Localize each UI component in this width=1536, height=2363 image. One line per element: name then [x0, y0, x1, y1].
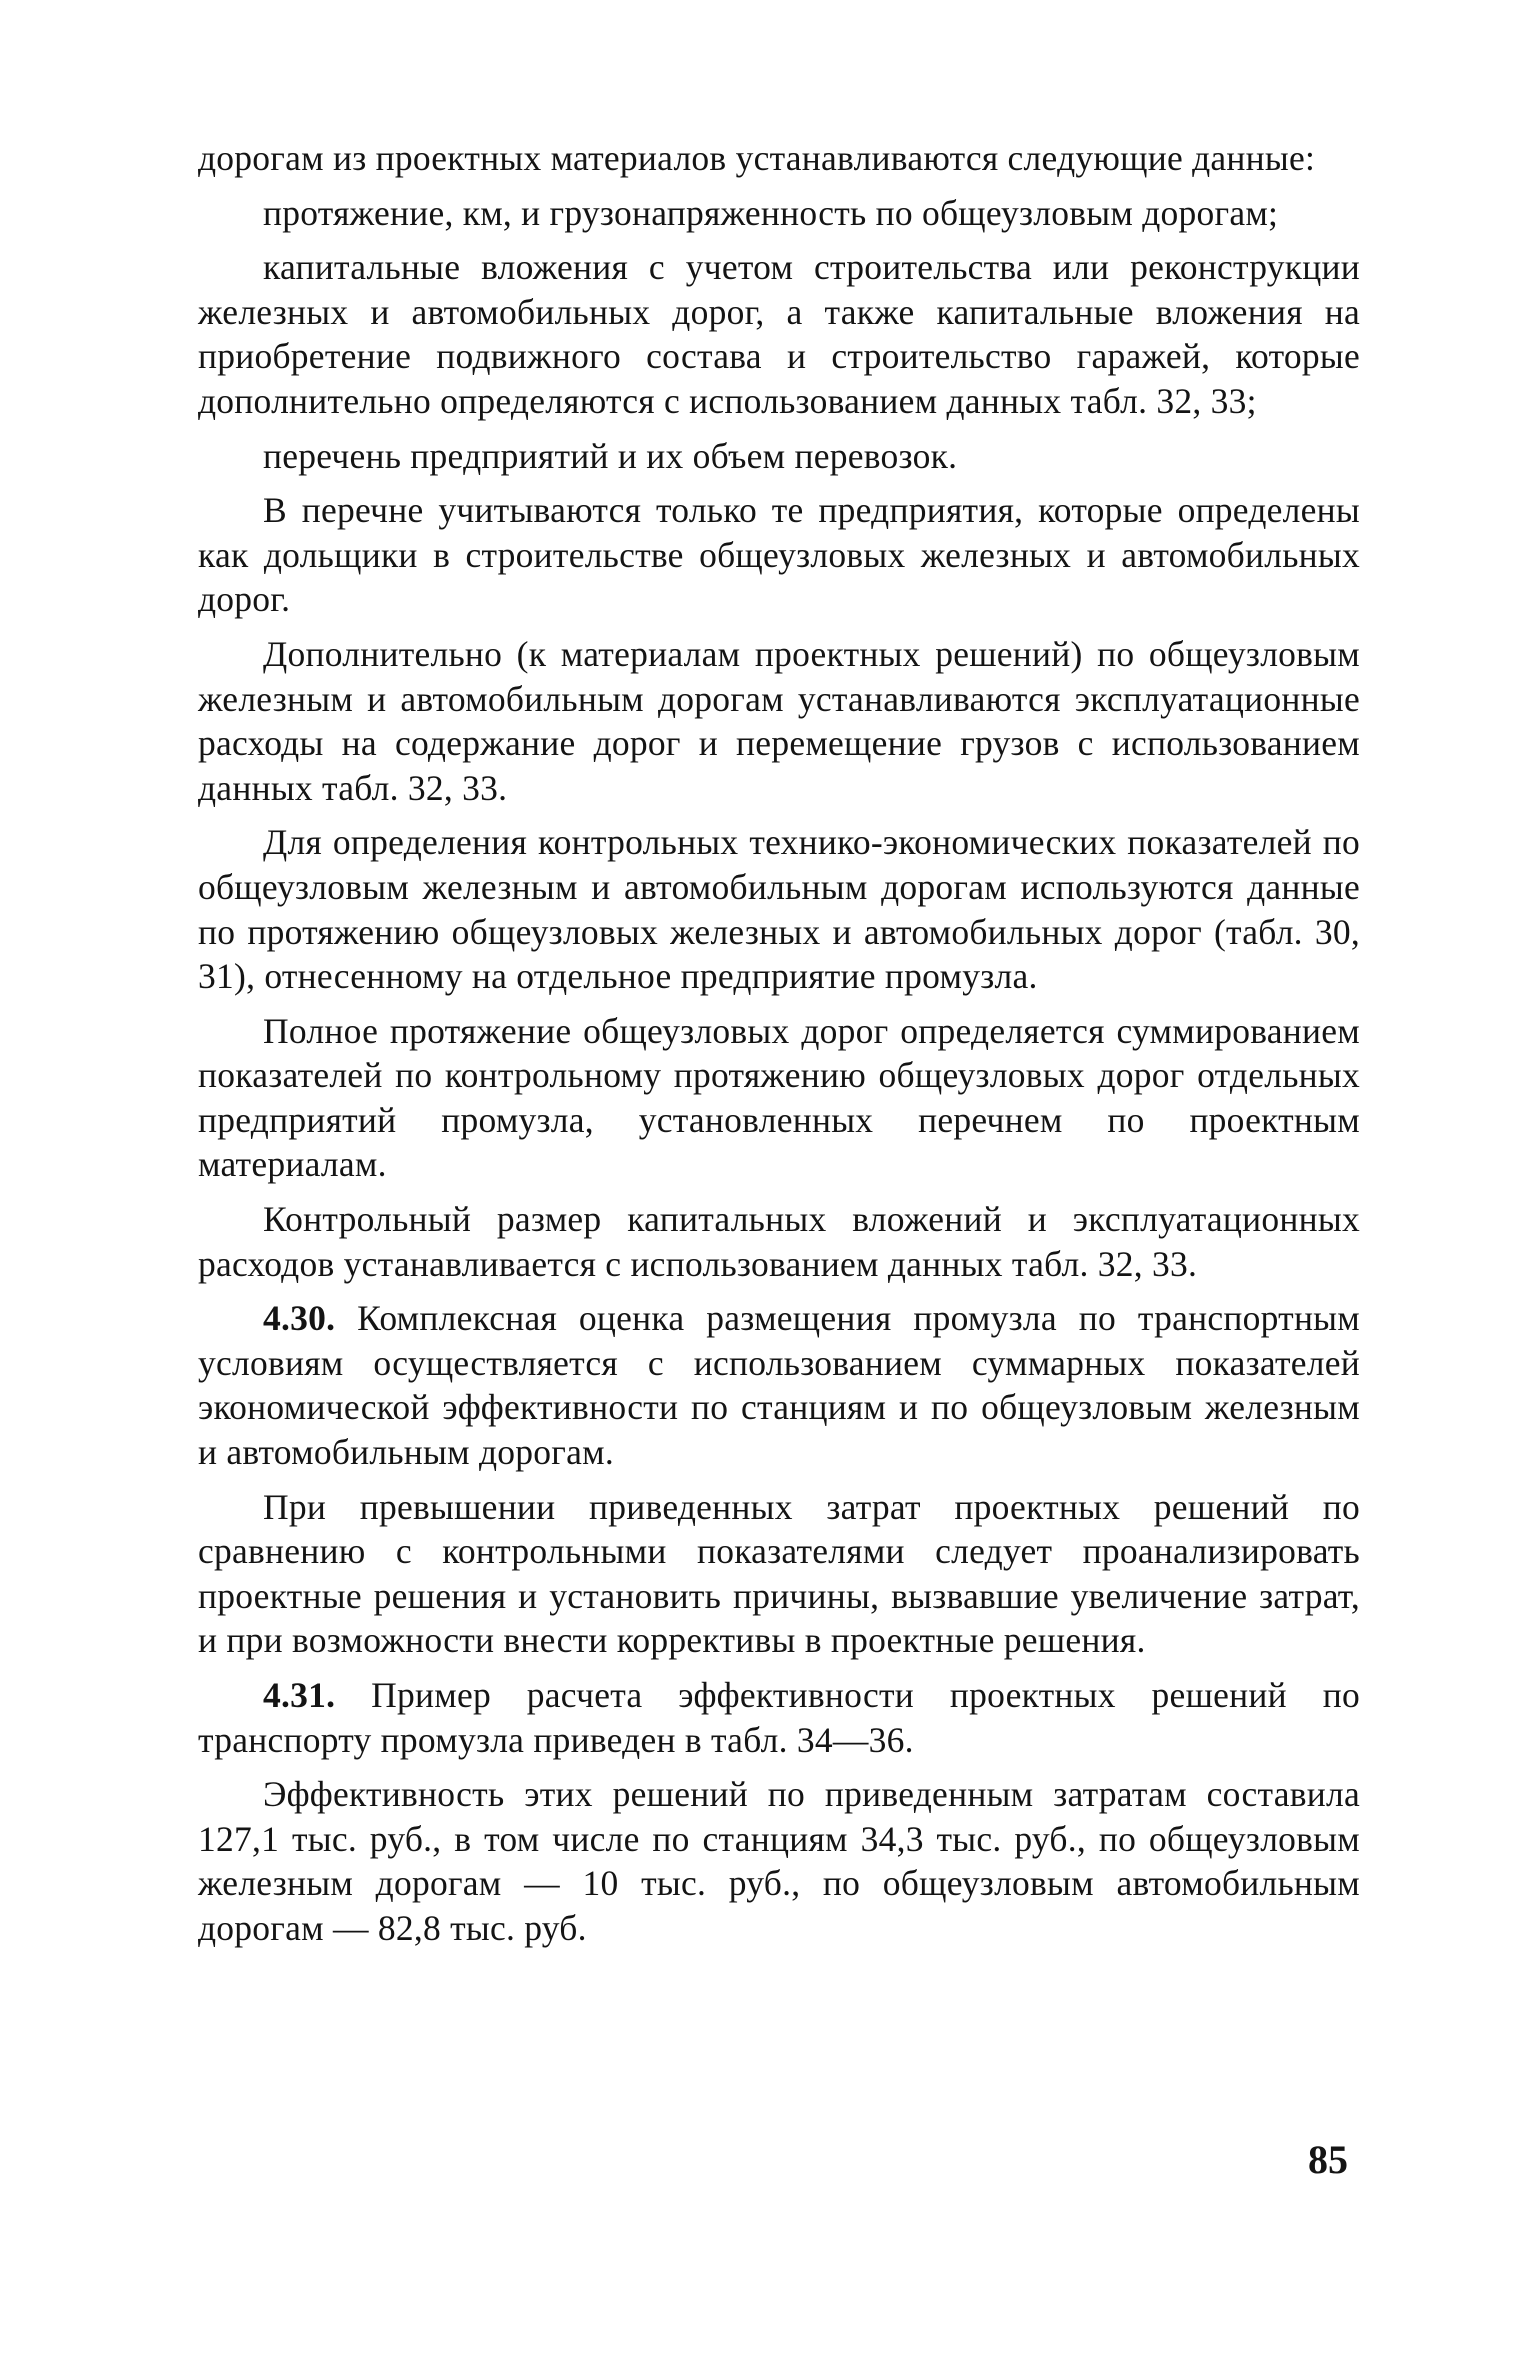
paragraph-11: При превышении приведенных затрат проектных решений по сравнению с контрольными показателями следует проанализировать проектные решения и установить причины, вызвавшие увеличение затрат, и при возможности внести коррективы в проектные решения. — [198, 1486, 1360, 1661]
section-number-4-30: 4.30. — [263, 1298, 336, 1339]
page-body — [198, 136, 1360, 1951]
paragraph-section-4-30 — [198, 1296, 1360, 1474]
paragraph-section-4-31 — [198, 1673, 1360, 1762]
paragraph-1: дорогам из проектных материалов устанавливаются следующие данные: — [198, 138, 1316, 178]
paragraph-9: Контрольный размер капитальных вложений и эксплуатационных расходов устанавливается с использованием данных табл. 32, 33. — [198, 1199, 1360, 1284]
page-number: 85 — [1308, 2137, 1348, 2182]
paragraph-3: капитальные вложения с учетом строительства или реконструкции железных и автомобильных дорог, а также капитальные вложения на приобретение подвижного состава и строительство гаражей, которые дополнительно определяются с использованием данных табл. 32, 33; — [198, 247, 1360, 421]
paragraph-13: Эффективность этих решений по приведенным затратам составила 127,1 тыс. руб., в том числе по станциям 34,3 тыс. руб., по общеузловым железным дорогам — 10 тыс. руб., по общеузловым автомобильным дорогам — 82,8 тыс. руб. — [198, 1774, 1360, 1948]
paragraph-4: перечень предприятий и их объем перевозок. — [263, 435, 958, 476]
paragraph-7: Для определения контрольных технико-экономических показателей по общеузловым железным и автомобильным дорогам используются данные по протяжению общеузловых железных и автомобильных дорог (табл. 30, 31), отнесенному на отдельное предприятие промузла. — [198, 822, 1360, 997]
section-text-4-30: Комплексная оценка размещения промузла по транспортным условиям осуществляется с использованием суммарных показателей экономической эффективности по станциям и по общеузловым железным и автомобильным дорогам. — [198, 1298, 1361, 1473]
paragraph-2: протяжение, км, и грузонапряженность по общеузловым дорогам; — [263, 192, 1279, 233]
section-text-4-31: Пример расчета эффективности проектных решений по транспорту промузла приведен в табл. 34—36. — [198, 1675, 1360, 1760]
paragraph-6: Дополнительно (к материалам проектных решений) по общеузловым железным и автомобильным дорогам устанавливаются эксплуатационные расходы на содержание дорог и перемещение грузов с использованием данных табл. 32, 33. — [198, 633, 1360, 808]
paragraph-8: Полное протяжение общеузловых дорог определяется суммированием показателей по контрольному протяжению общеузловых дорог отдельных предприятий промузла, установленных перечнем по проектным материалам. — [198, 1010, 1360, 1185]
paragraph-5: В перечне учитываются только те предприятия, которые определены как дольщики в строительстве общеузловых железных и автомобильных дорог. — [198, 490, 1360, 620]
section-number-4-31: 4.31. — [263, 1675, 336, 1715]
